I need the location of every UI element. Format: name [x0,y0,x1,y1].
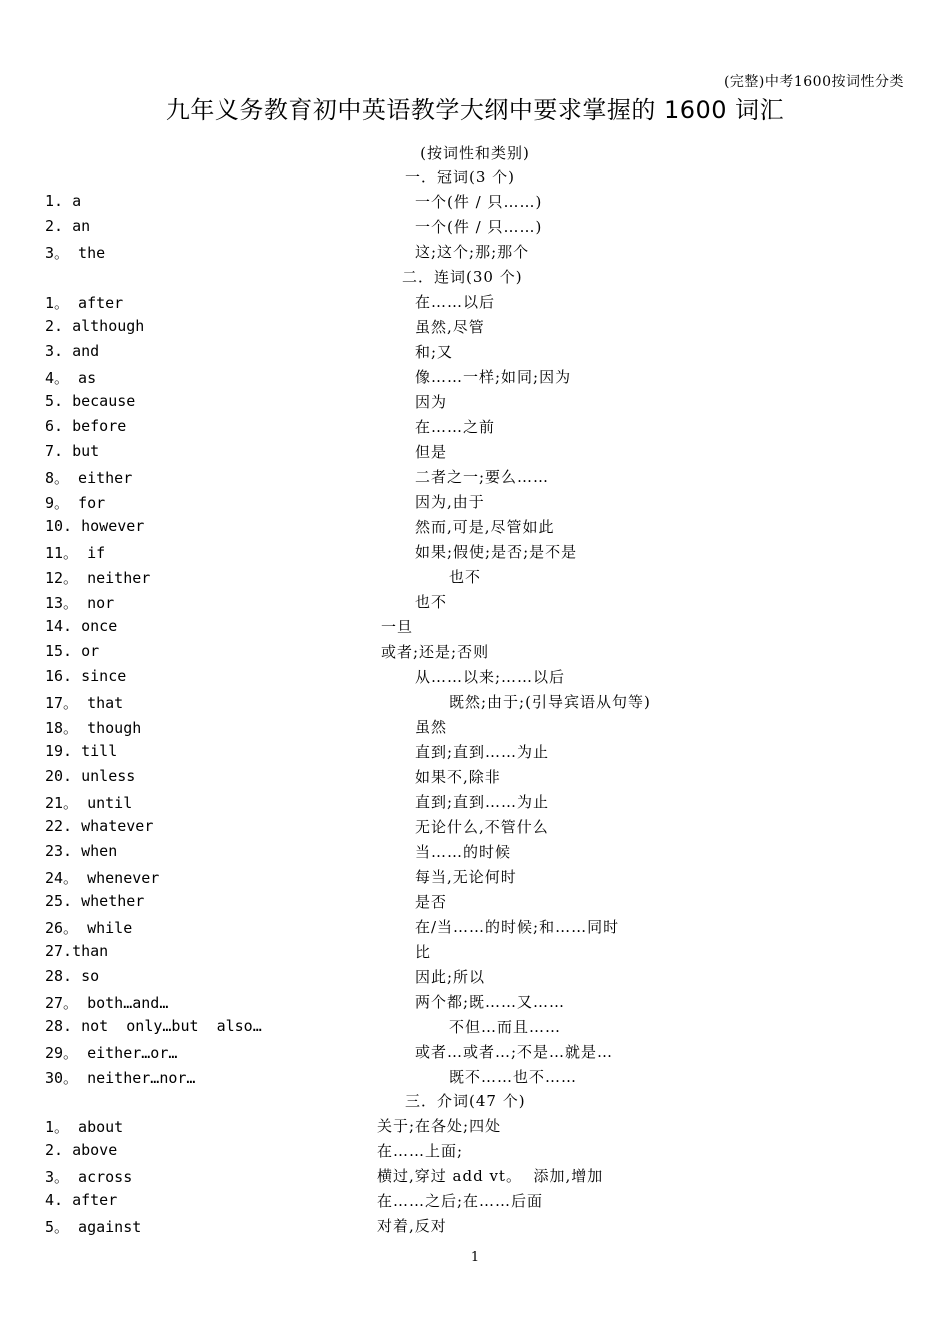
conjunction-word: 16. since [45,667,127,685]
conjunction-word: 22. whatever [45,817,154,835]
conjunction-meaning: 然而,可是,尽管如此 [415,518,555,536]
article-meaning: 一个(件 / 只……) [415,193,543,211]
subtitle: (按词性和类别) [420,144,530,162]
conjunction-word: 29。 either…or… [45,1044,178,1062]
conjunction-word: 13。 nor [45,594,115,612]
conjunction-word: 23. when [45,842,118,860]
conjunction-meaning: 或者;还是;否则 [381,643,490,661]
section-heading-prepositions: 三．介词(47 个) [405,1092,526,1110]
conjunction-meaning: 因为 [415,393,448,411]
article-meaning: 这;这个;那;那个 [415,243,530,261]
conjunction-word: 27.than [45,942,109,960]
conjunction-word: 24。 whenever [45,869,160,887]
conjunction-word: 17。 that [45,694,124,712]
conjunction-word: 1。 after [45,294,124,312]
conjunction-meaning: 在……以后 [415,293,496,311]
preposition-meaning: 在……上面; [377,1142,464,1160]
conjunction-word: 5. because [45,392,136,410]
conjunction-meaning: 一旦 [381,618,414,636]
page-title: 九年义务教育初中英语教学大纲中要求掌握的 1600 词汇 [165,96,785,124]
conjunction-word: 9。 for [45,494,106,512]
conjunction-meaning: 如果不,除非 [415,768,501,786]
conjunction-meaning: 也不 [415,593,448,611]
preposition-word: 1。 about [45,1118,124,1136]
conjunction-meaning: 在/当……的时候;和……同时 [415,918,620,936]
article-word: 3。 the [45,244,106,262]
conjunction-meaning: 在……之前 [415,418,496,436]
preposition-meaning: 横过,穿过 add vt。 添加,增加 [377,1167,604,1185]
article-meaning: 一个(件 / 只……) [415,218,543,236]
conjunction-meaning: 像……一样;如同;因为 [415,368,572,386]
conjunction-meaning: 也不 [449,568,482,586]
preposition-word: 5。 against [45,1218,142,1236]
conjunction-meaning: 直到;直到……为止 [415,743,550,761]
conjunction-meaning: 但是 [415,443,448,461]
preposition-word: 4. after [45,1191,118,1209]
conjunction-meaning: 如果;假使;是否;是不是 [415,543,578,561]
conjunction-word: 3. and [45,342,100,360]
conjunction-word: 6. before [45,417,127,435]
article-word: 1. a [45,192,82,210]
conjunction-meaning: 既不……也不…… [449,1068,578,1086]
conjunction-word: 19. till [45,742,118,760]
conjunction-word: 11。 if [45,544,106,562]
preposition-word: 3。 across [45,1168,133,1186]
conjunction-word: 28. so [45,967,100,985]
conjunction-meaning: 比 [415,943,432,961]
conjunction-word: 2. although [45,317,145,335]
conjunction-word: 7. but [45,442,100,460]
conjunction-meaning: 两个都;既……又…… [415,993,566,1011]
running-header: (完整)中考1600按词性分类 [723,74,904,90]
conjunction-word: 28. not only…but also… [45,1017,262,1035]
conjunction-meaning: 不但…而且…… [449,1018,562,1036]
preposition-meaning: 在……之后;在……后面 [377,1192,544,1210]
conjunction-meaning: 虽然,尽管 [415,318,485,336]
article-word: 2. an [45,217,91,235]
conjunction-word: 10. however [45,517,145,535]
preposition-word: 2. above [45,1141,118,1159]
page-number: 1 [470,1250,480,1265]
preposition-meaning: 对着,反对 [377,1217,447,1235]
section-heading-conjunctions: 二．连词(30 个) [402,268,523,286]
conjunction-meaning: 因为,由于 [415,493,485,511]
conjunction-word: 25. whether [45,892,145,910]
conjunction-meaning: 无论什么,不管什么 [415,818,549,836]
conjunction-meaning: 或者…或者…;不是…就是… [415,1043,614,1061]
preposition-meaning: 关于;在各处;四处 [377,1117,502,1135]
conjunction-meaning: 因此;所以 [415,968,486,986]
conjunction-word: 27。 both…and… [45,994,169,1012]
conjunction-word: 14. once [45,617,118,635]
conjunction-meaning: 二者之一;要么…… [415,468,550,486]
conjunction-word: 12。 neither [45,569,151,587]
conjunction-word: 20. unless [45,767,136,785]
conjunction-word: 30。 neither…nor… [45,1069,196,1087]
conjunction-word: 4。 as [45,369,97,387]
conjunction-meaning: 是否 [415,893,448,911]
conjunction-word: 8。 either [45,469,133,487]
conjunction-word: 18。 though [45,719,142,737]
conjunction-meaning: 每当,无论何时 [415,868,517,886]
conjunction-meaning: 直到;直到……为止 [415,793,550,811]
conjunction-meaning: 和;又 [415,343,454,361]
conjunction-meaning: 当……的时候 [415,843,512,861]
conjunction-word: 21。 until [45,794,133,812]
conjunction-word: 26。 while [45,919,133,937]
section-heading-articles: 一．冠词(3 个) [405,168,516,186]
conjunction-meaning: 从……以来;……以后 [415,668,566,686]
conjunction-word: 15. or [45,642,100,660]
conjunction-meaning: 既然;由于;(引导宾语从句等) [449,693,651,711]
conjunction-meaning: 虽然 [415,718,448,736]
